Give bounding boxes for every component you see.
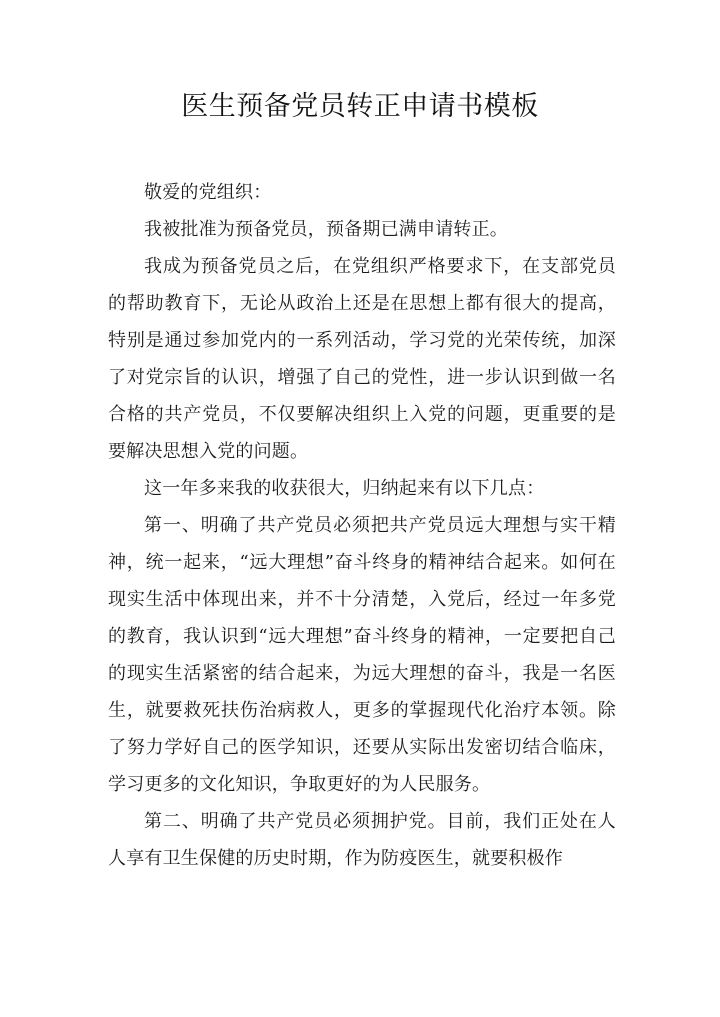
body-paragraph: 第一、明确了共产党员必须把共产党员远大理想与实干精神，统一起来，“远大理想”奋斗终身的精神结合起来。如何在现实生活中体现出来，并不十分清楚，入党后，经过一年多党的教育，我认识到“远大理想”奋斗终身的精神，一定要把自己的现实生活紧密的结合起来，为远大理想的奋斗，我是一名医生，就要救死扶伤治病救人，更多的掌握现代化治疗本领。除了努力学好自己的医学知识，还要从实际出发密切结合临床，学习更多的文化知识，争取更好的为人民服务。 — [108, 515, 616, 795]
body-paragraph: 我成为预备党员之后，在党组织严格要求下，在支部党员的帮助教育下，无论从政治上还是在思想上都有很大的提高，特别是通过参加党内的一系列活动，学习党的光荣传统，加深了对党宗旨的认识，增强了自己的党性，进一步认识到做一名合格的共产党员，不仅要解决组织上入党的问题，更重要的是要解决思想入党的问题。 — [108, 256, 616, 462]
body-paragraph: 我被批准为预备党员，预备期已满申请转正。 — [144, 219, 508, 240]
salutation-paragraph: 敬爱的党组织： — [144, 182, 272, 203]
body-paragraph: 第二、明确了共产党员必须拥护党。目前，我们正处在人人享有卫生保健的历史时期，作为防疫医生，就要积极作 — [108, 811, 616, 869]
document-title: 医生预备党员转正申请书模板 — [181, 91, 539, 122]
document-body — [108, 174, 616, 877]
body-paragraph: 这一年多来我的收获很大，归纳起来有以下几点： — [144, 478, 545, 499]
